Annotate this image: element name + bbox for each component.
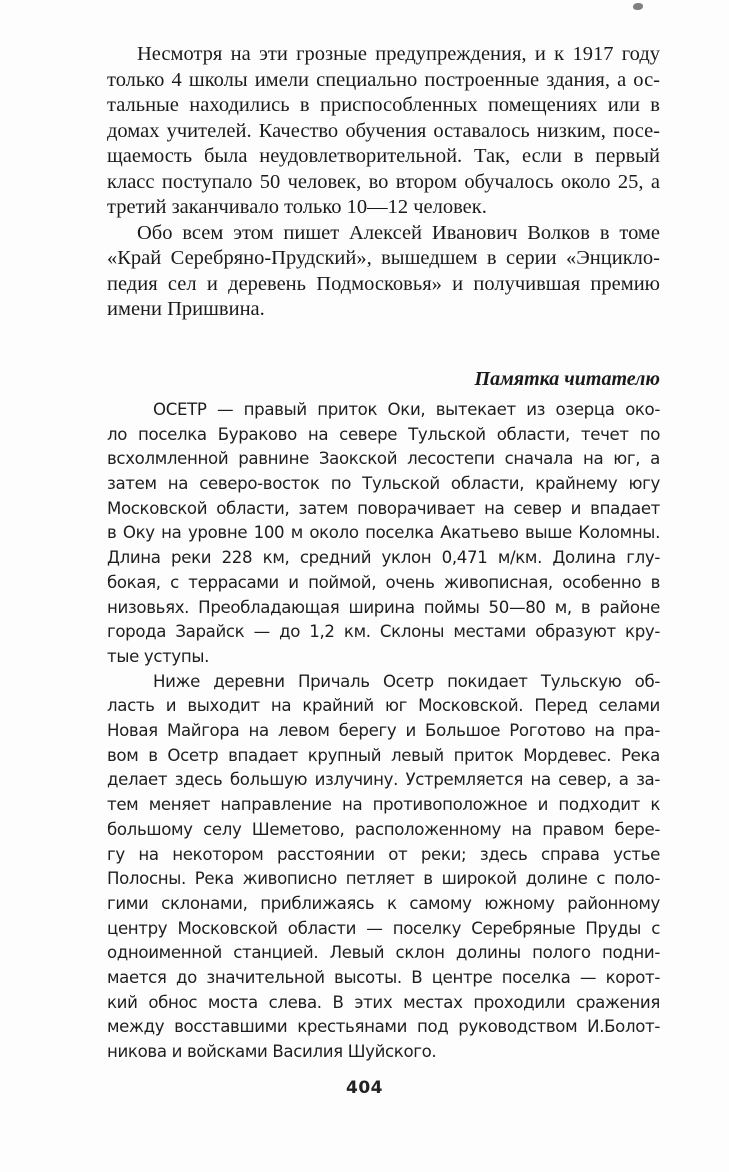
text-line: класс поступало 50 человек, во втором обучалось около 25, а xyxy=(107,170,660,193)
text-line: гу на некотором расстоянии от реки; здесь справа устье xyxy=(107,844,660,864)
text-line: большому селу Шеметово, расположенному на правом бере- xyxy=(107,819,660,839)
text-line: тем меняет направление на противоположное и подходит к xyxy=(107,795,660,815)
text-line: низовьях. Преобладающая ширина поймы 50—80 м, в районе xyxy=(107,597,660,617)
text-line: педия сел и деревень Подмосковья» и получившая премию xyxy=(107,272,660,295)
text-line: только 4 школы имели специально построенные здания, а ос- xyxy=(107,68,660,91)
text-line: домах учителей. Качество обучения оставалось низким, посе- xyxy=(107,119,660,142)
text-line: мается до значительной высоты. В центре поселка — корот- xyxy=(107,967,660,987)
reader-note-paragraph-2 xyxy=(107,670,660,1065)
page-number: 404 xyxy=(346,1078,383,1098)
text-line: затем на северо-восток по Тульской области, крайнему югу xyxy=(107,474,660,494)
text-line: делает здесь большую излучину. Устремляется на север, а за- xyxy=(107,770,660,790)
text-line: Длина реки 228 км, средний уклон 0,471 м/км. Долина глу- xyxy=(107,548,660,568)
text-line: Новая Майгора на левом берегу и Большое Роготово на пра- xyxy=(107,721,660,741)
text-line: ласть и выходит на крайний юг Московской. Перед селами xyxy=(107,696,660,716)
intro-paragraph-1 xyxy=(107,42,660,221)
text-line: города Зарайск — до 1,2 км. Склоны местами образуют кру- xyxy=(107,622,660,642)
text-line: гими склонами, приближаясь к самому южному районному xyxy=(107,893,660,913)
intro-paragraph-2 xyxy=(107,221,660,323)
text-line: одноименной станцией. Левый склон долины полого подни- xyxy=(107,943,660,963)
text-line: ло поселка Бураково на севере Тульской области, течет по xyxy=(107,424,660,444)
text-line: Несмотря на эти грозные предупреждения, и к 1917 году xyxy=(137,43,660,65)
text-line: имени Пришвина. xyxy=(107,298,265,320)
reader-note-paragraph-1 xyxy=(107,398,660,670)
text-line: щаемость была неудовлетворительной. Так, если в первый xyxy=(107,145,660,167)
text-line: тые уступы. xyxy=(107,646,210,666)
text-line: тальные находились в приспособленных помещениях или в xyxy=(107,94,660,116)
text-line: третий заканчивало только 10—12 человек. xyxy=(107,196,487,218)
text-line: Полосны. Река живописно петляет в широкой долине с поло- xyxy=(107,869,660,889)
text-line: центру Московской области — поселку Серебряные Пруды с xyxy=(107,918,660,938)
scan-smudge xyxy=(633,3,643,10)
text-line: Ниже деревни Причаль Осетр покидает Тульскую об- xyxy=(153,671,660,691)
reader-note-heading: Памятка читателю xyxy=(474,368,660,390)
text-line: бокая, с террасами и поймой, очень живописная, особенно в xyxy=(107,572,660,592)
text-line: кий обнос моста слева. В этих местах проходили сражения xyxy=(107,992,660,1012)
text-line: никова и войсками Василия Шуйского. xyxy=(107,1042,437,1061)
text-line: Московской области, затем поворачивает на север и впадает xyxy=(107,498,660,518)
text-line: «Край Серебряно-Прудский», вышедшем в серии «Энцикло- xyxy=(107,247,660,269)
text-line: Обо всем этом пишет Алексей Иванович Волков в томе xyxy=(137,221,660,244)
text-line: вом в Осетр впадает крупный левый приток Мордевес. Река xyxy=(107,745,660,765)
text-line: всхолмленной равнине Заокской лесостепи сначала на юг, а xyxy=(107,449,660,469)
text-line: между восставшими крестьянами под руководством И.Болот- xyxy=(107,1017,660,1037)
text-line: в Оку на уровне 100 м около поселка Акатьево выше Коломны. xyxy=(107,523,660,543)
text-line: ОСЕТР — правый приток Оки, вытекает из озерца око- xyxy=(153,400,660,419)
